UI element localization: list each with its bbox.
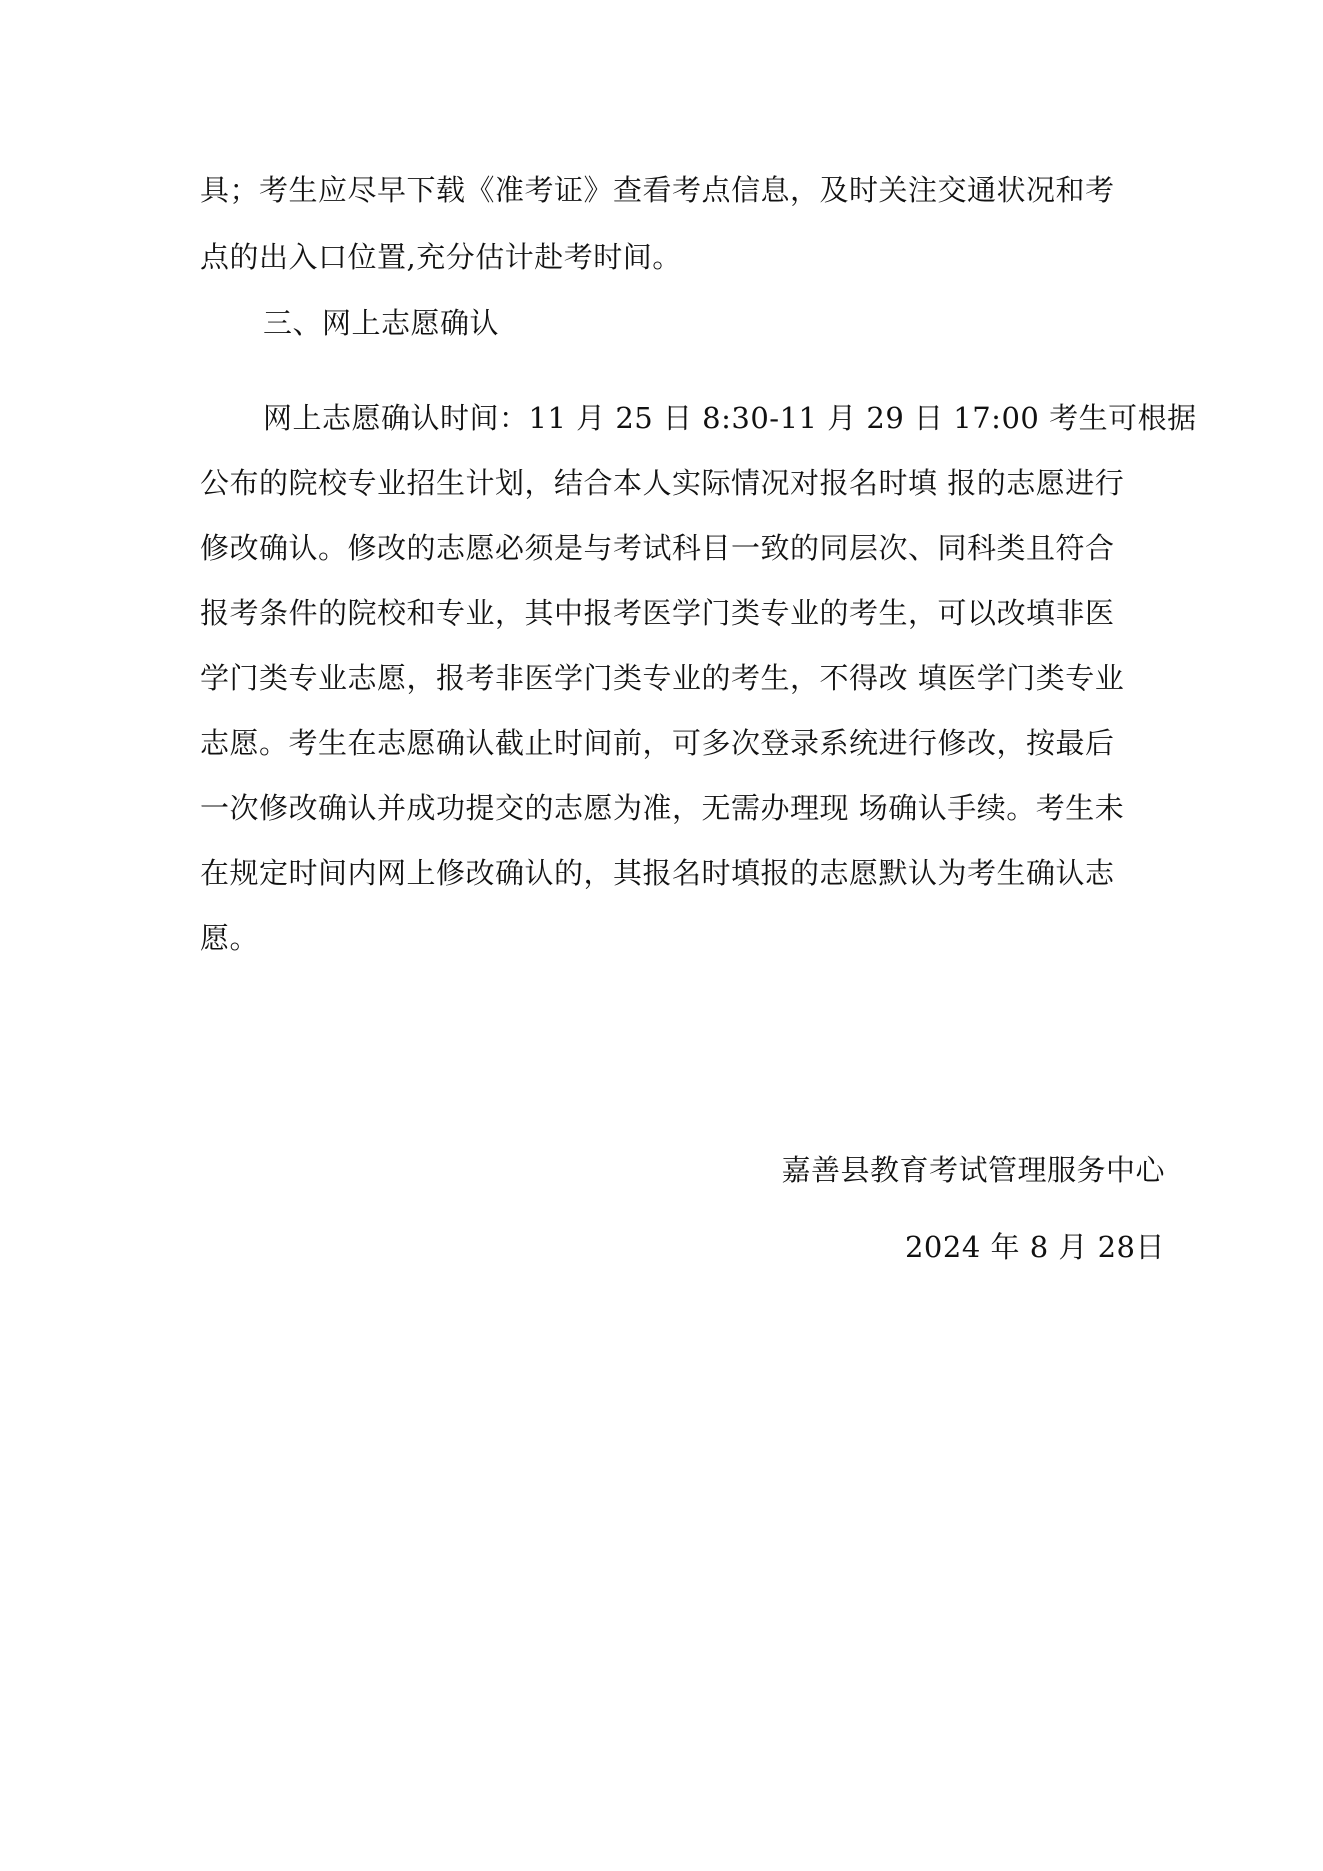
paragraph-line-2: 公布的院校专业招生计划，结合本人实际情况对报名时填 报的志愿进行: [200, 466, 1125, 500]
continuation-line-1: 具；考生应尽早下载《准考证》查看考点信息，及时关注交通状况和考: [200, 173, 1115, 207]
paragraph-line-7: 一次修改确认并成功提交的志愿为准，无需办理现 场确认手续。考生未: [200, 791, 1125, 825]
paragraph-line-1: 网上志愿确认时间：11 月 25 日 8:30-11 月 29 日 17:00 考生可根据: [263, 401, 1197, 435]
signature-date: 2024 年 8 月 28日: [904, 1230, 1165, 1264]
paragraph-line-5: 学门类专业志愿，报考非医学门类专业的考生，不得改 填医学门类专业: [200, 661, 1125, 695]
continuation-line-2: 点的出入口位置,充分估计赴考时间。: [200, 240, 682, 274]
paragraph-line-3: 修改确认。修改的志愿必须是与考试科目一致的同层次、同科类且符合: [200, 531, 1115, 565]
paragraph-line-8: 在规定时间内网上修改确认的，其报名时填报的志愿默认为考生确认志: [200, 856, 1115, 890]
section-heading: 三、网上志愿确认: [263, 306, 500, 340]
signature-organization: 嘉善县教育考试管理服务中心: [781, 1153, 1165, 1187]
paragraph-line-6: 志愿。考生在志愿确认截止时间前，可多次登录系统进行修改，按最后: [200, 726, 1115, 760]
paragraph-line-9: 愿。: [200, 921, 260, 955]
paragraph-line-4: 报考条件的院校和专业，其中报考医学门类专业的考生，可以改填非医: [200, 596, 1115, 630]
